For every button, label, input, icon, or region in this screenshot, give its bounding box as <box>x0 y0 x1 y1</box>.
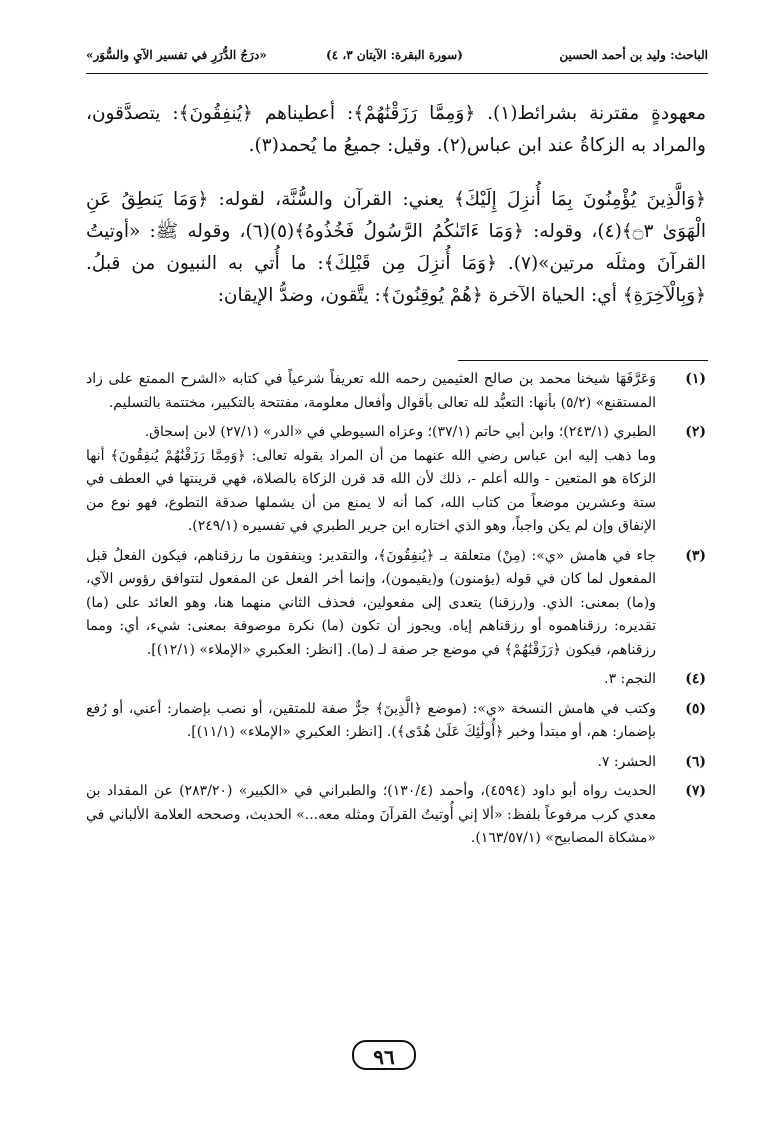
footnote-number: (٥) <box>685 700 706 717</box>
page-number: ٩٦ <box>352 1040 416 1070</box>
footnote <box>86 780 706 851</box>
footnote-text: النجم: ٣. <box>604 671 656 687</box>
header-rule <box>86 73 708 74</box>
footnote <box>86 368 706 415</box>
footnote-number: (٣) <box>685 547 706 564</box>
footnote-text: وكتب في هامش النسخة «ي»: (موضع ﴿الَّذِينَ﴾ جرٌّ صفة للمتقين، أو نصب بإضمار: أعني، أو رُفع بإضمار: هم، أو مبتدأ وخبر ﴿أُولَٰئِكَ عَلَىٰ هُدًى﴾). [انظر: العكبري «الإملاء» (١١/١)]. <box>86 700 656 740</box>
running-header <box>86 44 708 74</box>
footnote-text: وما ذهب إليه ابن عباس رضي الله عنهما من أن المراد بقوله تعالى: ﴿وَمِمَّا رَزَقْنَٰهُمْ يُنفِقُونَ﴾ أنها الزكاة هو المتعين - والله أعلم -، ذلك لأن الله قد قرن الزكاة بالصلاة، فهي قرينتها في العطف في ستة وعشرين موضعاً من كتاب الله، كما أنه لا يمنع من أن يشملها صدقة التطوع، فهو نوع من الإنفاق وإن لم يكن واجباً، وهو الذي اختاره ابن جرير الطبري في تفسيره (٢٤٩/١). <box>86 447 656 534</box>
header-surah-reference: (سورة البقرة: الآيتان ٣، ٤) <box>326 48 463 62</box>
footnote <box>86 421 706 539</box>
footnote-text: الحديث رواه أبو داود (٤٥٩٤)، وأحمد (١٣٠/٤)؛ والطبراني في «الكبير» (٢٨٣/٢٠) عن المقداد بن معدي كرب مرفوعاً بلفظ: «ألا إني أُوتيتُ القرآنَ ومثله معه...» الحديث، وصححه العلامة الألباني في «مشكاة المصابيح» (١٦٣/٥٧/١). <box>86 783 656 846</box>
main-paragraph-2: ﴿وَالَّذِينَ يُؤْمِنُونَ بِمَا أُنزِلَ إِلَيْكَ﴾ يعني: القرآن والسُّنَّة، لقوله: ﴿وَمَا يَنطِقُ عَنِ الْهَوَىٰ ۝٣﴾(٤)، وقوله: ﴿وَمَا ءَاتَىٰكُمُ الرَّسُولُ فَخُذُوهُ﴾(٥)(٦)، وقوله ﷺ: «أوتيتُ القرآنَ ومثلَه مرتين»(٧). ﴿وَمَا أُنزِلَ مِن قَبْلِكَ﴾: ما أُتي به النبيون من قبلُ. ﴿وَبِالْآخِرَةِ﴾ أي: الحياة الآخرة ﴿هُمْ يُوقِنُونَ﴾: يتَّقون، وضدُّ الإيقان: <box>86 189 707 306</box>
footnote-text: الحشر: ٧. <box>597 753 656 770</box>
footnote-number: (٤) <box>685 671 706 687</box>
footnote <box>86 698 706 745</box>
footnote-number: (٢) <box>685 424 706 440</box>
footnote-number: (١) <box>685 371 706 387</box>
footnote-text: الطبري (٢٤٣/١)؛ وابن أبي حاتم (٣٧/١)؛ وعزاه السيوطي في «الدر» (٢٧/١) لابن إسحاق. <box>144 424 656 440</box>
footnote <box>86 668 706 692</box>
main-paragraph-1: معهودةٍ مقترنة بشرائط(١). ﴿وَمِمَّا رَزَقْنَٰهُمْ﴾: أعطيناهم ﴿يُنفِقُونَ﴾: يتصدَّقون، والمراد به الزكاةُ عند ابن عباس(٢). وقيل: جميعُ ما يُحمد(٣). <box>86 103 706 156</box>
header-author: الباحث: وليد بن أحمد الحسين <box>559 48 708 62</box>
footnote <box>86 545 706 663</box>
main-text <box>86 98 706 312</box>
footnote-number: (٦) <box>685 753 706 770</box>
footnote <box>86 751 706 775</box>
footnote-text: جاء في هامش «ي»: (مِنْ) متعلقة بـ ﴿يُنفِقُونَ﴾، والتقدير: وينفقون ما رزقناهم، فيكون الفعلُ قبل المفعول لما كان في قوله (يؤمنون) و(يقيمون)، وإنما أخر الفعل عن المفعول لتتوافق رؤوس الآي، و(ما) بمعنى: الذي. و(رزقنا) يتعدى إلى مفعولين، فحذف الثاني منهما هنا، وهو العائد على (ما) تقديره: رزقناهموه أو رزقناهم إياه. ويجوز أن تكون (ما) نكرة موصوفة بمعنى: شيء، أي: ومما رزقناهم، فيكون ﴿رَزَقْنَٰهُمْ﴾ في موضع جر صفة لـ (ما). [انظر: العكبري «الإملاء» (١٢/١)]. <box>86 547 656 658</box>
footnotes <box>86 368 706 857</box>
header-book-title: «درَجُ الدُّرَرِ في تفسير الآيِ والسُّوَر» <box>86 48 267 62</box>
footnote-separator <box>458 360 708 361</box>
footnote-text: وَعَرَّفَهَا شيخنا محمد بن صالح العثيمين رحمه الله تعريفاً شرعياً في كتابه «الشرح الممتع على زاد المستقنع» (٥/٢) بأنها: التعبُّد لله تعالى بأقوال وأفعال معلومة، مفتتحة بالتكبير، مختتمة بالتسليم. <box>86 371 656 411</box>
footnote-number: (٧) <box>685 783 706 799</box>
